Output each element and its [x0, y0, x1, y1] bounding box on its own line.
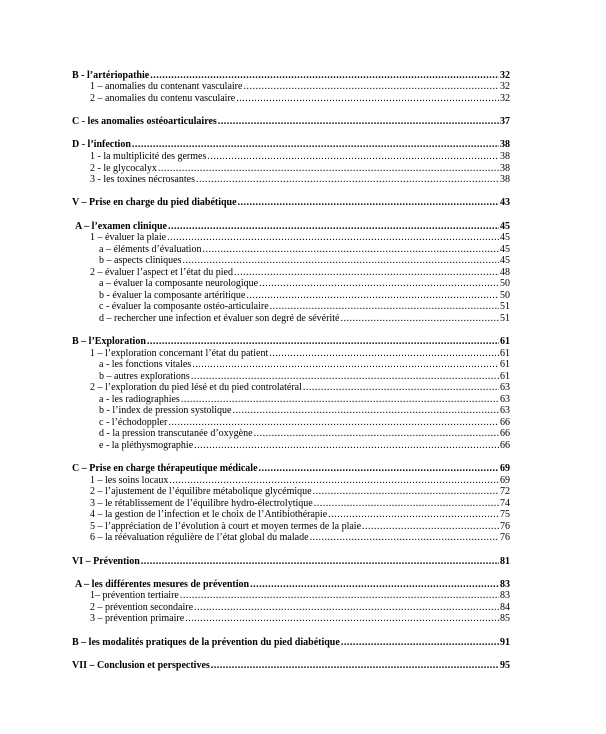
- toc-entry-page-number: 63: [500, 382, 510, 393]
- toc-entry: [0, 660, 606, 672]
- toc-entry-page-number: 76: [500, 532, 510, 543]
- toc-entry: [0, 232, 606, 244]
- toc-entry: [0, 463, 606, 475]
- toc-entry: [0, 440, 606, 452]
- toc-dot-leader: [180, 590, 499, 602]
- toc-entry-title: VII – Conclusion et perspectives: [72, 660, 210, 671]
- toc-entry-title: B - l’artériopathie: [72, 70, 150, 81]
- toc-entry-page-number: 83: [500, 590, 510, 601]
- toc-entry: [0, 255, 606, 267]
- toc-entry-title: b – aspects cliniques: [99, 255, 182, 266]
- toc-entry-title: a – éléments d’évaluation: [99, 244, 202, 255]
- toc-entry: [0, 509, 606, 521]
- toc-entry-page-number: 72: [500, 486, 510, 497]
- toc-entry-page-number: 91: [500, 637, 510, 648]
- toc-entry-title: B – les modalités pratiques de la prévention du pied diabétique: [72, 637, 340, 648]
- toc-entry: [0, 590, 606, 602]
- toc-entry-title: 2 – l’exploration du pied lésé et du pied controlatéral: [90, 382, 302, 393]
- toc-entry: [0, 139, 606, 151]
- toc-entry-title: b - évaluer la composante artéritique: [99, 290, 246, 301]
- toc-entry-title: a - les radiographies: [99, 394, 180, 405]
- toc-dot-leader: [167, 232, 499, 244]
- toc-dot-leader: [270, 301, 499, 313]
- toc-entry-page-number: 95: [500, 660, 510, 671]
- toc-entry-title: 6 – la réévaluation régulière de l’état global du malade: [90, 532, 309, 543]
- toc-dot-leader: [310, 532, 499, 544]
- toc-entry-title: 2 – prévention secondaire: [90, 602, 194, 613]
- toc-entry-title: VI – Prévention: [72, 556, 140, 567]
- toc-entry-page-number: 32: [500, 93, 510, 104]
- toc-entry: [0, 405, 606, 417]
- toc-entry-title: d - la pression transcutanée d’oxygène: [99, 428, 253, 439]
- toc-entry: [0, 116, 606, 128]
- toc-entry-title: 2 - le glycocalyx: [90, 163, 157, 174]
- toc-dot-leader: [141, 556, 499, 568]
- toc-dot-leader: [254, 428, 499, 440]
- toc-dot-leader: [238, 197, 499, 209]
- toc-entry-page-number: 37: [500, 116, 510, 127]
- toc-entry-title: 1– prévention tertiaire: [90, 590, 179, 601]
- toc-entry: [0, 532, 606, 544]
- toc-dot-leader: [194, 440, 499, 452]
- toc-entry: [0, 174, 606, 186]
- toc-entry: [0, 359, 606, 371]
- toc-entry-title: B – l’Exploration: [72, 336, 146, 347]
- toc-entry-page-number: 38: [500, 163, 510, 174]
- toc-entry-page-number: 81: [500, 556, 510, 567]
- toc-entry-page-number: 63: [500, 405, 510, 416]
- toc-entry-page-number: 69: [500, 475, 510, 486]
- toc-entry: [0, 486, 606, 498]
- toc-entry-page-number: 38: [500, 139, 510, 150]
- toc-entry-page-number: 61: [500, 348, 510, 359]
- toc-entry-title: 1 – anomalies du contenant vasculaire: [90, 81, 243, 92]
- toc-entry-page-number: 66: [500, 440, 510, 451]
- toc-entry-title: 3 – le rétablissement de l’équilibre hydro-électrolytique: [90, 498, 313, 509]
- toc-dot-leader: [196, 174, 499, 186]
- toc-dot-leader: [185, 613, 499, 625]
- toc-entry: [0, 301, 606, 313]
- toc-entry-page-number: 84: [500, 602, 510, 613]
- toc-entry-page-number: 50: [500, 278, 510, 289]
- toc-entry-title: 5 – l’appréciation de l’évolution à court et moyen termes de la plaie: [90, 521, 362, 532]
- toc-entry-title: A – les différentes mesures de prévention: [75, 579, 250, 590]
- toc-dot-leader: [132, 139, 499, 151]
- toc-entry-title: 2 – anomalies du contenu vasculaire: [90, 93, 236, 104]
- toc-entry-page-number: 45: [500, 244, 510, 255]
- toc-dot-leader: [218, 116, 499, 128]
- toc-entry: [0, 556, 606, 568]
- toc-entry-title: 2 – évaluer l’aspect et l’état du pied: [90, 267, 233, 278]
- toc-entry-title: 4 – la gestion de l’infection et le choix de l’Antibiothérapie: [90, 509, 328, 520]
- toc-entry-page-number: 45: [500, 232, 510, 243]
- toc-entry-title: 1 – les soins locaux: [90, 475, 169, 486]
- toc-entry-title: 3 – prévention primaire: [90, 613, 185, 624]
- toc-entry-title: V – Prise en charge du pied diabétique: [72, 197, 237, 208]
- toc-dot-leader: [192, 359, 499, 371]
- toc-entry-page-number: 75: [500, 509, 510, 520]
- toc-dot-leader: [328, 509, 499, 521]
- toc-entry-title: 2 – l’ajustement de l’équilibre métabolique glycémique: [90, 486, 312, 497]
- toc-entry-title: C – Prise en charge thérapeutique médicale: [72, 463, 258, 474]
- toc-entry-title: A – l’examen clinique: [75, 221, 167, 232]
- toc-entry-title: D - l’infection: [72, 139, 131, 150]
- toc-dot-leader: [207, 151, 499, 163]
- toc-entry-page-number: 45: [500, 255, 510, 266]
- toc-entry-title: 1 - la multiplicité des germes: [90, 151, 207, 162]
- toc-entry-title: a – évaluer la composante neurologique: [99, 278, 259, 289]
- toc-entry: [0, 336, 606, 348]
- toc-entry-page-number: 69: [500, 463, 510, 474]
- toc-entry: [0, 93, 606, 105]
- toc-dot-leader: [341, 637, 499, 649]
- toc-entry-title: b - l’index de pression systolique: [99, 405, 232, 416]
- toc-entry-title: a - les fonctions vitales: [99, 359, 192, 370]
- toc-entry: [0, 151, 606, 163]
- toc-entry-title: b – autres explorations: [99, 371, 190, 382]
- toc-entry: [0, 428, 606, 440]
- toc-entry-title: 1 – l’exploration concernant l’état du patient: [90, 348, 269, 359]
- toc-entry-page-number: 32: [500, 70, 510, 81]
- toc-entry-page-number: 61: [500, 359, 510, 370]
- toc-dot-leader: [340, 313, 499, 325]
- toc-entry-page-number: 61: [500, 371, 510, 382]
- toc-entry-page-number: 66: [500, 428, 510, 439]
- toc-entry-page-number: 48: [500, 267, 510, 278]
- toc-entry: [0, 197, 606, 209]
- toc-entry-page-number: 85: [500, 613, 510, 624]
- toc-entry-title: C - les anomalies ostéoarticulaires: [72, 116, 217, 127]
- toc-entry-title: e - la pléthysmographie: [99, 440, 194, 451]
- toc-dot-leader: [313, 486, 499, 498]
- toc-entry-page-number: 61: [500, 336, 510, 347]
- toc-entry-title: d – rechercher une infection et évaluer son degré de sévérité: [99, 313, 340, 324]
- toc-entry-page-number: 83: [500, 579, 510, 590]
- toc-entry: [0, 81, 606, 93]
- toc-entry: [0, 278, 606, 290]
- toc-dot-leader: [303, 382, 499, 394]
- toc-dot-leader: [147, 336, 499, 348]
- toc-entry: [0, 637, 606, 649]
- toc-entry-page-number: 32: [500, 81, 510, 92]
- toc-entry-page-number: 43: [500, 197, 510, 208]
- toc-dot-leader: [236, 93, 499, 105]
- toc-dot-leader: [211, 660, 499, 672]
- toc-entry: [0, 313, 606, 325]
- toc-entry-page-number: 38: [500, 174, 510, 185]
- toc-entry-page-number: 50: [500, 290, 510, 301]
- toc-entry-title: 1 – évaluer la plaie: [90, 232, 167, 243]
- toc-entry-page-number: 38: [500, 151, 510, 162]
- toc-entry-page-number: 76: [500, 521, 510, 532]
- toc-dot-leader: [182, 255, 499, 267]
- toc-entry-page-number: 66: [500, 417, 510, 428]
- toc-entry-title: 3 - les toxines nécrosantes: [90, 174, 195, 185]
- toc-dot-leader: [259, 463, 499, 475]
- toc-dot-leader: [243, 81, 499, 93]
- toc-entry-page-number: 51: [500, 301, 510, 312]
- toc-entry: [0, 382, 606, 394]
- toc-entry-page-number: 63: [500, 394, 510, 405]
- toc-entry-page-number: 45: [500, 221, 510, 232]
- toc-entry-page-number: 51: [500, 313, 510, 324]
- toc-entry-page-number: 74: [500, 498, 510, 509]
- toc-dot-leader: [259, 278, 499, 290]
- toc-dot-leader: [232, 405, 499, 417]
- toc-entry-title: c - évaluer la composante ostéo-articulaire: [99, 301, 269, 312]
- toc-entry-title: c - l’échodoppler: [99, 417, 168, 428]
- toc-entry: [0, 613, 606, 625]
